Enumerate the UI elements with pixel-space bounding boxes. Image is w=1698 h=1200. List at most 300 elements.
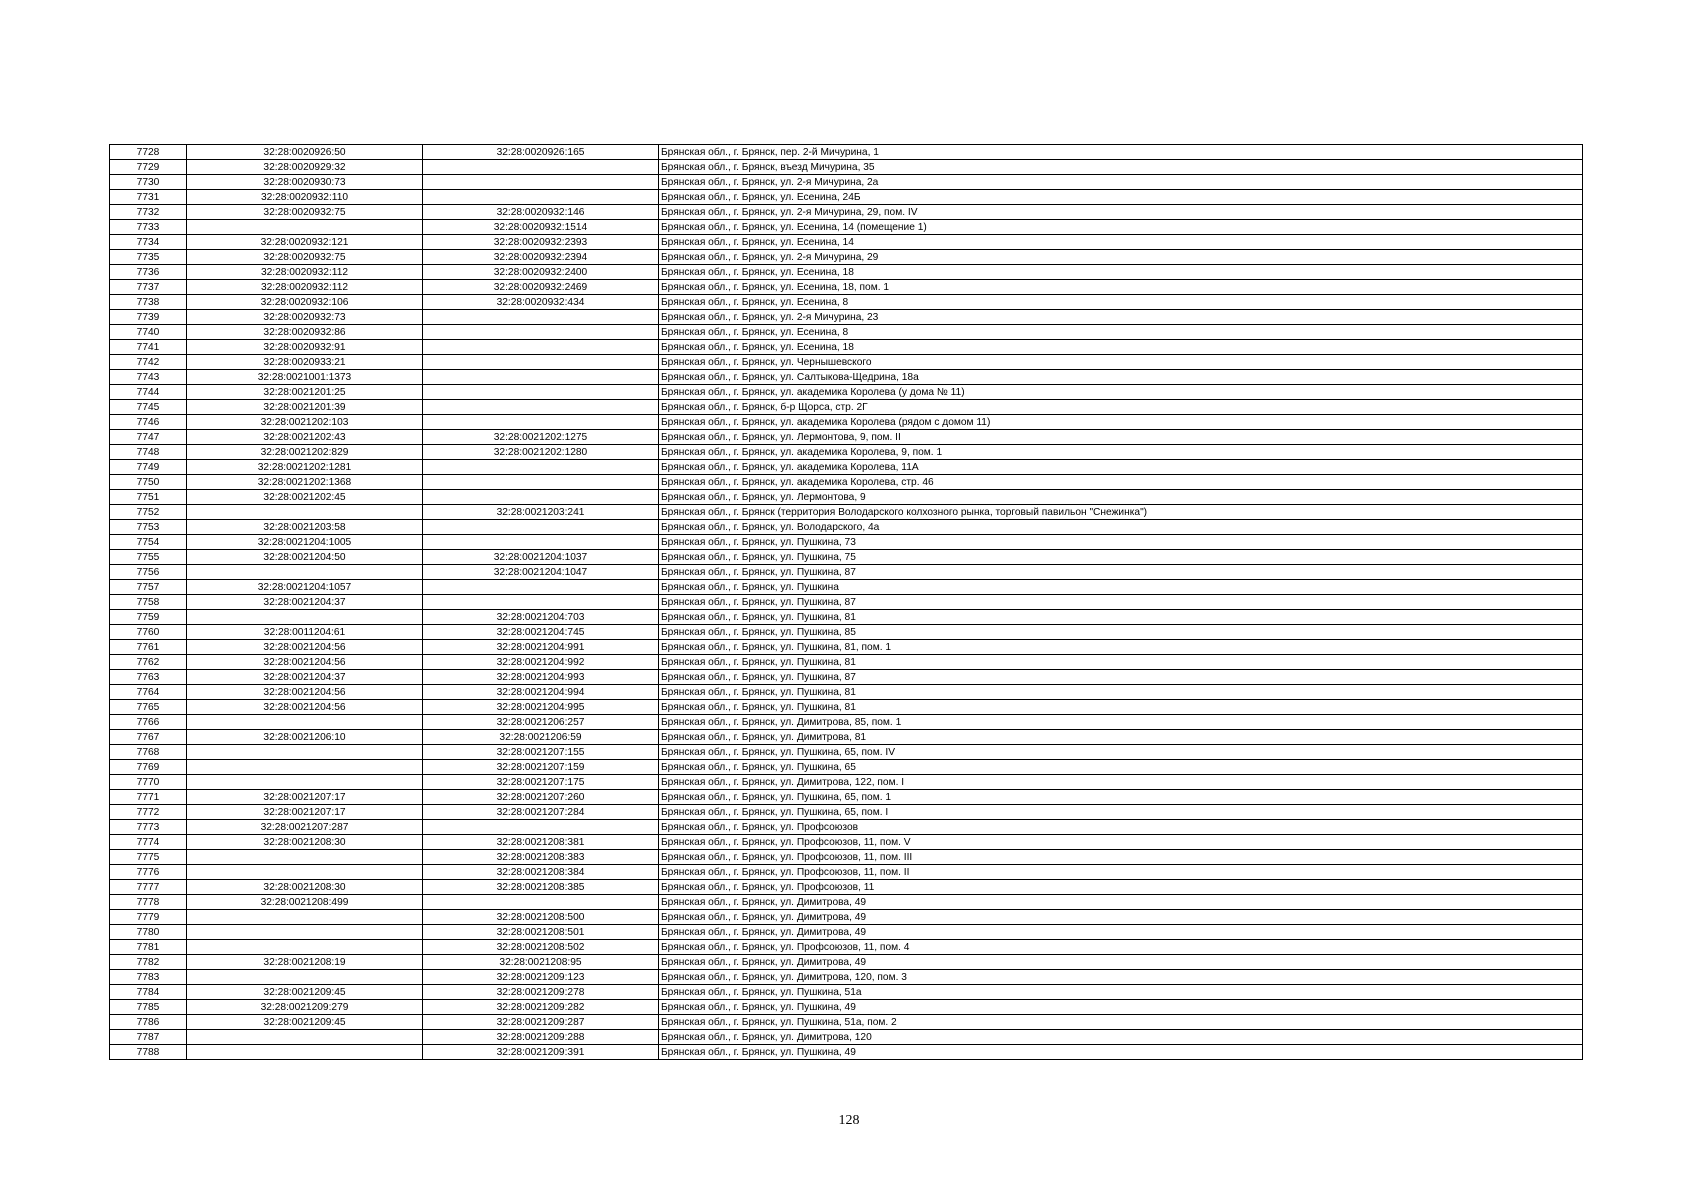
table-row: [110, 745, 1583, 760]
address-cell: Брянская обл., г. Брянск, ул. Пушкина, 87: [659, 595, 1583, 610]
table-row: [110, 160, 1583, 175]
address-cell: Брянская обл., г. Брянск, ул. Пушкина, 73: [659, 535, 1583, 550]
land-parcel-cadastral-cell: 32:28:0020933:21: [187, 355, 423, 370]
table-row: [110, 370, 1583, 385]
object-cadastral-cell: [423, 415, 659, 430]
land-parcel-cadastral-cell: 32:28:0021207:17: [187, 805, 423, 820]
row-number-cell: 7740: [110, 325, 187, 340]
table-row: [110, 970, 1583, 985]
object-cadastral-cell: [423, 340, 659, 355]
row-number-cell: 7730: [110, 175, 187, 190]
object-cadastral-cell: 32:28:0021204:991: [423, 640, 659, 655]
row-number-cell: 7776: [110, 865, 187, 880]
object-cadastral-cell: 32:28:0021204:1037: [423, 550, 659, 565]
land-parcel-cadastral-cell: 32:28:0020930:73: [187, 175, 423, 190]
row-number-cell: 7751: [110, 490, 187, 505]
table-row: [110, 295, 1583, 310]
land-parcel-cadastral-cell: 32:28:0021209:45: [187, 1015, 423, 1030]
object-cadastral-cell: 32:28:0021207:284: [423, 805, 659, 820]
address-cell: Брянская обл., г. Брянск, ул. Пушкина, 85: [659, 625, 1583, 640]
table-row: [110, 985, 1583, 1000]
address-cell: Брянская обл., г. Брянск, ул. Есенина, 18: [659, 265, 1583, 280]
table-row: [110, 190, 1583, 205]
land-parcel-cadastral-cell: 32:28:0021202:45: [187, 490, 423, 505]
row-number-cell: 7786: [110, 1015, 187, 1030]
row-number-cell: 7737: [110, 280, 187, 295]
table-row: [110, 460, 1583, 475]
object-cadastral-cell: [423, 400, 659, 415]
table-body: [110, 145, 1583, 1060]
table-row: [110, 265, 1583, 280]
address-cell: Брянская обл., г. Брянск, ул. Пушкина, 81, пом. 1: [659, 640, 1583, 655]
object-cadastral-cell: [423, 895, 659, 910]
address-cell: Брянская обл., г. Брянск, ул. Пушкина, 75: [659, 550, 1583, 565]
row-number-cell: 7780: [110, 925, 187, 940]
address-cell: Брянская обл., г. Брянск, ул. Лермонтова, 9: [659, 490, 1583, 505]
object-cadastral-cell: 32:28:0021209:391: [423, 1045, 659, 1060]
row-number-cell: 7739: [110, 310, 187, 325]
land-parcel-cadastral-cell: [187, 1045, 423, 1060]
address-cell: Брянская обл., г. Брянск, ул. Профсоюзов, 11, пом. V: [659, 835, 1583, 850]
address-cell: Брянская обл., г. Брянск, ул. 2-я Мичурина, 29: [659, 250, 1583, 265]
table-row: [110, 1045, 1583, 1060]
row-number-cell: 7753: [110, 520, 187, 535]
object-cadastral-cell: 32:28:0020932:2400: [423, 265, 659, 280]
table-row: [110, 625, 1583, 640]
table-row: [110, 1000, 1583, 1015]
land-parcel-cadastral-cell: 32:28:0021208:30: [187, 880, 423, 895]
table-row: [110, 430, 1583, 445]
land-parcel-cadastral-cell: 32:28:0020932:73: [187, 310, 423, 325]
object-cadastral-cell: 32:28:0021204:1047: [423, 565, 659, 580]
object-cadastral-cell: 32:28:0021202:1280: [423, 445, 659, 460]
address-cell: Брянская обл., г. Брянск, ул. Есенина, 14: [659, 235, 1583, 250]
land-parcel-cadastral-cell: 32:28:0020929:32: [187, 160, 423, 175]
table-row: [110, 205, 1583, 220]
object-cadastral-cell: 32:28:0021209:123: [423, 970, 659, 985]
object-cadastral-cell: [423, 385, 659, 400]
address-cell: Брянская обл., г. Брянск, ул. Димитрова, 49: [659, 910, 1583, 925]
row-number-cell: 7749: [110, 460, 187, 475]
land-parcel-cadastral-cell: 32:28:0021204:37: [187, 670, 423, 685]
address-cell: Брянская обл., г. Брянск, ул. Есенина, 18, пом. 1: [659, 280, 1583, 295]
address-cell: Брянская обл., г. Брянск, б-р Щорса, стр. 2Г: [659, 400, 1583, 415]
object-cadastral-cell: 32:28:0021208:381: [423, 835, 659, 850]
land-parcel-cadastral-cell: 32:28:0021201:39: [187, 400, 423, 415]
address-cell: Брянская обл., г. Брянск, ул. Пушкина, 81: [659, 685, 1583, 700]
table-row: [110, 310, 1583, 325]
land-parcel-cadastral-cell: 32:28:0021206:10: [187, 730, 423, 745]
land-parcel-cadastral-cell: 32:28:0020932:106: [187, 295, 423, 310]
land-parcel-cadastral-cell: 32:28:0020932:112: [187, 280, 423, 295]
object-cadastral-cell: 32:28:0021204:703: [423, 610, 659, 625]
table-row: [110, 355, 1583, 370]
land-parcel-cadastral-cell: [187, 760, 423, 775]
row-number-cell: 7768: [110, 745, 187, 760]
address-cell: Брянская обл., г. Брянск, ул. Димитрова, 122, пом. I: [659, 775, 1583, 790]
land-parcel-cadastral-cell: 32:28:0020932:121: [187, 235, 423, 250]
row-number-cell: 7764: [110, 685, 187, 700]
table-row: [110, 595, 1583, 610]
object-cadastral-cell: [423, 475, 659, 490]
address-cell: Брянская обл., г. Брянск, ул. Димитрова, 81: [659, 730, 1583, 745]
land-parcel-cadastral-cell: 32:28:0021207:17: [187, 790, 423, 805]
table-row: [110, 175, 1583, 190]
object-cadastral-cell: 32:28:0021203:241: [423, 505, 659, 520]
row-number-cell: 7765: [110, 700, 187, 715]
land-parcel-cadastral-cell: 32:28:0021202:1368: [187, 475, 423, 490]
address-cell: Брянская обл., г. Брянск, ул. академика Королева, 11А: [659, 460, 1583, 475]
object-cadastral-cell: 32:28:0020932:2394: [423, 250, 659, 265]
land-parcel-cadastral-cell: 32:28:0021209:279: [187, 1000, 423, 1015]
land-parcel-cadastral-cell: 32:28:0021201:25: [187, 385, 423, 400]
row-number-cell: 7734: [110, 235, 187, 250]
row-number-cell: 7759: [110, 610, 187, 625]
object-cadastral-cell: [423, 580, 659, 595]
address-cell: Брянская обл., г. Брянск, ул. Димитрова, 49: [659, 925, 1583, 940]
object-cadastral-cell: 32:28:0021207:260: [423, 790, 659, 805]
object-cadastral-cell: 32:28:0021204:994: [423, 685, 659, 700]
row-number-cell: 7777: [110, 880, 187, 895]
land-parcel-cadastral-cell: [187, 850, 423, 865]
table-row: [110, 280, 1583, 295]
address-cell: Брянская обл., г. Брянск, ул. Профсоюзов, 11, пом. II: [659, 865, 1583, 880]
address-cell: Брянская обл., г. Брянск, ул. Володарского, 4а: [659, 520, 1583, 535]
object-cadastral-cell: 32:28:0021206:257: [423, 715, 659, 730]
row-number-cell: 7762: [110, 655, 187, 670]
object-cadastral-cell: 32:28:0021202:1275: [423, 430, 659, 445]
address-cell: Брянская обл., г. Брянск, ул. Пушкина, 65, пом. IV: [659, 745, 1583, 760]
land-parcel-cadastral-cell: 32:28:0021209:45: [187, 985, 423, 1000]
address-cell: Брянская обл., г. Брянск, ул. Пушкина, 87: [659, 565, 1583, 580]
address-cell: Брянская обл., г. Брянск, ул. Есенина, 8: [659, 325, 1583, 340]
object-cadastral-cell: 32:28:0020932:434: [423, 295, 659, 310]
row-number-cell: 7755: [110, 550, 187, 565]
table-row: [110, 640, 1583, 655]
row-number-cell: 7735: [110, 250, 187, 265]
object-cadastral-cell: 32:28:0020932:1514: [423, 220, 659, 235]
row-number-cell: 7746: [110, 415, 187, 430]
row-number-cell: 7784: [110, 985, 187, 1000]
row-number-cell: 7741: [110, 340, 187, 355]
object-cadastral-cell: 32:28:0020926:165: [423, 145, 659, 160]
row-number-cell: 7760: [110, 625, 187, 640]
address-cell: Брянская обл., г. Брянск, ул. Пушкина: [659, 580, 1583, 595]
address-cell: Брянская обл., г. Брянск, ул. Пушкина, 81: [659, 655, 1583, 670]
object-cadastral-cell: 32:28:0021207:175: [423, 775, 659, 790]
table-row: [110, 655, 1583, 670]
registry-table: [109, 144, 1583, 1060]
address-cell: Брянская обл., г. Брянск, ул. академика Королева (рядом с домом 11): [659, 415, 1583, 430]
land-parcel-cadastral-cell: 32:28:0020932:110: [187, 190, 423, 205]
row-number-cell: 7763: [110, 670, 187, 685]
page-number: 128: [838, 1113, 860, 1128]
table-row: [110, 250, 1583, 265]
object-cadastral-cell: [423, 370, 659, 385]
address-cell: Брянская обл., г. Брянск, ул. 2-я Мичурина, 2а: [659, 175, 1583, 190]
address-cell: Брянская обл., г. Брянск, ул. Есенина, 8: [659, 295, 1583, 310]
land-parcel-cadastral-cell: 32:28:0021203:58: [187, 520, 423, 535]
address-cell: Брянская обл., г. Брянск, ул. академика Королева, стр. 46: [659, 475, 1583, 490]
land-parcel-cadastral-cell: 32:28:0011204:61: [187, 625, 423, 640]
object-cadastral-cell: [423, 160, 659, 175]
table-row: [110, 700, 1583, 715]
land-parcel-cadastral-cell: 32:28:0021202:103: [187, 415, 423, 430]
table-row: [110, 955, 1583, 970]
land-parcel-cadastral-cell: [187, 970, 423, 985]
land-parcel-cadastral-cell: [187, 565, 423, 580]
address-cell: Брянская обл., г. Брянск, ул. Пушкина, 51а, пом. 2: [659, 1015, 1583, 1030]
row-number-cell: 7778: [110, 895, 187, 910]
table-row: [110, 940, 1583, 955]
row-number-cell: 7756: [110, 565, 187, 580]
land-parcel-cadastral-cell: 32:28:0021204:56: [187, 655, 423, 670]
row-number-cell: 7788: [110, 1045, 187, 1060]
table-row: [110, 835, 1583, 850]
table-row: [110, 400, 1583, 415]
row-number-cell: 7743: [110, 370, 187, 385]
land-parcel-cadastral-cell: [187, 865, 423, 880]
row-number-cell: 7747: [110, 430, 187, 445]
row-number-cell: 7769: [110, 760, 187, 775]
table-row: [110, 790, 1583, 805]
table-row: [110, 445, 1583, 460]
object-cadastral-cell: [423, 325, 659, 340]
land-parcel-cadastral-cell: 32:28:0021202:1281: [187, 460, 423, 475]
table-row: [110, 925, 1583, 940]
object-cadastral-cell: 32:28:0021204:992: [423, 655, 659, 670]
object-cadastral-cell: 32:28:0021204:995: [423, 700, 659, 715]
object-cadastral-cell: 32:28:0020932:2393: [423, 235, 659, 250]
address-cell: Брянская обл., г. Брянск, ул. Профсоюзов, 11, пом. 4: [659, 940, 1583, 955]
address-cell: Брянская обл., г. Брянск, ул. Профсоюзов, 11: [659, 880, 1583, 895]
table-row: [110, 775, 1583, 790]
table-row: [110, 760, 1583, 775]
row-number-cell: 7779: [110, 910, 187, 925]
row-number-cell: 7754: [110, 535, 187, 550]
land-parcel-cadastral-cell: 32:28:0021001:1373: [187, 370, 423, 385]
table-row: [110, 1015, 1583, 1030]
object-cadastral-cell: [423, 460, 659, 475]
object-cadastral-cell: 32:28:0021204:993: [423, 670, 659, 685]
row-number-cell: 7781: [110, 940, 187, 955]
table-row: [110, 490, 1583, 505]
row-number-cell: 7761: [110, 640, 187, 655]
object-cadastral-cell: 32:28:0021208:385: [423, 880, 659, 895]
table-row: [110, 550, 1583, 565]
address-cell: Брянская обл., г. Брянск, ул. академика Королева (у дома № 11): [659, 385, 1583, 400]
address-cell: Брянская обл., г. Брянск, ул. Салтыкова-Щедрина, 18а: [659, 370, 1583, 385]
address-cell: Брянская обл., г. Брянск, ул. Пушкина, 49: [659, 1045, 1583, 1060]
object-cadastral-cell: [423, 820, 659, 835]
row-number-cell: 7744: [110, 385, 187, 400]
address-cell: Брянская обл., г. Брянск, ул. Пушкина, 65: [659, 760, 1583, 775]
object-cadastral-cell: 32:28:0021208:383: [423, 850, 659, 865]
land-parcel-cadastral-cell: 32:28:0021204:56: [187, 685, 423, 700]
row-number-cell: 7736: [110, 265, 187, 280]
object-cadastral-cell: 32:28:0021208:502: [423, 940, 659, 955]
object-cadastral-cell: 32:28:0021208:500: [423, 910, 659, 925]
object-cadastral-cell: 32:28:0021208:95: [423, 955, 659, 970]
land-parcel-cadastral-cell: 32:28:0021204:1057: [187, 580, 423, 595]
row-number-cell: 7770: [110, 775, 187, 790]
row-number-cell: 7733: [110, 220, 187, 235]
row-number-cell: 7782: [110, 955, 187, 970]
address-cell: Брянская обл., г. Брянск, ул. Пушкина, 65, пом. 1: [659, 790, 1583, 805]
table-row: [110, 565, 1583, 580]
object-cadastral-cell: [423, 535, 659, 550]
land-parcel-cadastral-cell: 32:28:0021208:30: [187, 835, 423, 850]
row-number-cell: 7742: [110, 355, 187, 370]
table-row: [110, 865, 1583, 880]
table-row: [110, 1030, 1583, 1045]
table-row: [110, 895, 1583, 910]
table-row: [110, 325, 1583, 340]
land-parcel-cadastral-cell: [187, 715, 423, 730]
address-cell: Брянская обл., г. Брянск, ул. Пушкина, 81: [659, 700, 1583, 715]
row-number-cell: 7750: [110, 475, 187, 490]
address-cell: Брянская обл., г. Брянск, ул. Димитрова, 49: [659, 955, 1583, 970]
land-parcel-cadastral-cell: 32:28:0020932:75: [187, 205, 423, 220]
table-row: [110, 850, 1583, 865]
object-cadastral-cell: [423, 520, 659, 535]
row-number-cell: 7787: [110, 1030, 187, 1045]
land-parcel-cadastral-cell: 32:28:0021204:50: [187, 550, 423, 565]
table-row: [110, 670, 1583, 685]
table-row: [110, 820, 1583, 835]
object-cadastral-cell: 32:28:0021209:282: [423, 1000, 659, 1015]
land-parcel-cadastral-cell: 32:28:0021208:19: [187, 955, 423, 970]
land-parcel-cadastral-cell: 32:28:0020932:75: [187, 250, 423, 265]
address-cell: Брянская обл., г. Брянск, ул. Пушкина, 81: [659, 610, 1583, 625]
object-cadastral-cell: 32:28:0021207:155: [423, 745, 659, 760]
object-cadastral-cell: 32:28:0021208:384: [423, 865, 659, 880]
address-cell: Брянская обл., г. Брянск, ул. Димитрова, 85, пом. 1: [659, 715, 1583, 730]
table-row: [110, 475, 1583, 490]
address-cell: Брянская обл., г. Брянск (территория Володарского колхозного рынка, торговый павильон "Снежинка"): [659, 505, 1583, 520]
row-number-cell: 7728: [110, 145, 187, 160]
table-row: [110, 910, 1583, 925]
address-cell: Брянская обл., г. Брянск, ул. академика Королева, 9, пом. 1: [659, 445, 1583, 460]
address-cell: Брянская обл., г. Брянск, ул. Пушкина, 49: [659, 1000, 1583, 1015]
land-parcel-cadastral-cell: [187, 910, 423, 925]
address-cell: Брянская обл., г. Брянск, ул. 2-я Мичурина, 23: [659, 310, 1583, 325]
row-number-cell: 7748: [110, 445, 187, 460]
land-parcel-cadastral-cell: 32:28:0021207:287: [187, 820, 423, 835]
object-cadastral-cell: [423, 190, 659, 205]
row-number-cell: 7758: [110, 595, 187, 610]
table-row: [110, 385, 1583, 400]
object-cadastral-cell: 32:28:0021206:59: [423, 730, 659, 745]
table-row: [110, 685, 1583, 700]
row-number-cell: 7752: [110, 505, 187, 520]
land-parcel-cadastral-cell: [187, 1030, 423, 1045]
land-parcel-cadastral-cell: 32:28:0021204:37: [187, 595, 423, 610]
address-cell: Брянская обл., г. Брянск, ул. Есенина, 14 (помещение 1): [659, 220, 1583, 235]
land-parcel-cadastral-cell: 32:28:0021208:499: [187, 895, 423, 910]
table-row: [110, 340, 1583, 355]
object-cadastral-cell: [423, 595, 659, 610]
object-cadastral-cell: [423, 310, 659, 325]
land-parcel-cadastral-cell: [187, 940, 423, 955]
table-row: [110, 505, 1583, 520]
address-cell: Брянская обл., г. Брянск, ул. Есенина, 24Б: [659, 190, 1583, 205]
row-number-cell: 7738: [110, 295, 187, 310]
object-cadastral-cell: 32:28:0020932:146: [423, 205, 659, 220]
object-cadastral-cell: [423, 175, 659, 190]
row-number-cell: 7757: [110, 580, 187, 595]
object-cadastral-cell: [423, 355, 659, 370]
object-cadastral-cell: 32:28:0021209:287: [423, 1015, 659, 1030]
address-cell: Брянская обл., г. Брянск, ул. Пушкина, 51а: [659, 985, 1583, 1000]
land-parcel-cadastral-cell: 32:28:0021202:43: [187, 430, 423, 445]
land-parcel-cadastral-cell: [187, 610, 423, 625]
land-parcel-cadastral-cell: 32:28:0020926:50: [187, 145, 423, 160]
table-row: [110, 415, 1583, 430]
address-cell: Брянская обл., г. Брянск, пер. 2-й Мичурина, 1: [659, 145, 1583, 160]
object-cadastral-cell: 32:28:0021207:159: [423, 760, 659, 775]
row-number-cell: 7729: [110, 160, 187, 175]
row-number-cell: 7745: [110, 400, 187, 415]
address-cell: Брянская обл., г. Брянск, ул. Димитрова, 120, пом. 3: [659, 970, 1583, 985]
land-parcel-cadastral-cell: 32:28:0020932:112: [187, 265, 423, 280]
table-row: [110, 535, 1583, 550]
land-parcel-cadastral-cell: [187, 220, 423, 235]
row-number-cell: 7773: [110, 820, 187, 835]
row-number-cell: 7771: [110, 790, 187, 805]
land-parcel-cadastral-cell: 32:28:0021204:56: [187, 640, 423, 655]
object-cadastral-cell: 32:28:0021208:501: [423, 925, 659, 940]
row-number-cell: 7774: [110, 835, 187, 850]
table-row: [110, 880, 1583, 895]
object-cadastral-cell: 32:28:0021204:745: [423, 625, 659, 640]
table-row: [110, 145, 1583, 160]
address-cell: Брянская обл., г. Брянск, ул. 2-я Мичурина, 29, пом. IV: [659, 205, 1583, 220]
address-cell: Брянская обл., г. Брянск, ул. Чернышевского: [659, 355, 1583, 370]
row-number-cell: 7775: [110, 850, 187, 865]
address-cell: Брянская обл., г. Брянск, ул. Пушкина, 65, пом. I: [659, 805, 1583, 820]
address-cell: Брянская обл., г. Брянск, ул. Есенина, 18: [659, 340, 1583, 355]
address-cell: Брянская обл., г. Брянск, ул. Димитрова, 120: [659, 1030, 1583, 1045]
object-cadastral-cell: [423, 490, 659, 505]
table-row: [110, 220, 1583, 235]
land-parcel-cadastral-cell: [187, 505, 423, 520]
land-parcel-cadastral-cell: [187, 775, 423, 790]
table-row: [110, 520, 1583, 535]
land-parcel-cadastral-cell: 32:28:0021204:1005: [187, 535, 423, 550]
table-row: [110, 235, 1583, 250]
object-cadastral-cell: 32:28:0021209:278: [423, 985, 659, 1000]
table-row: [110, 580, 1583, 595]
table-row: [110, 610, 1583, 625]
land-parcel-cadastral-cell: [187, 745, 423, 760]
address-cell: Брянская обл., г. Брянск, ул. Лермонтова, 9, пом. II: [659, 430, 1583, 445]
land-parcel-cadastral-cell: 32:28:0020932:91: [187, 340, 423, 355]
land-parcel-cadastral-cell: 32:28:0020932:86: [187, 325, 423, 340]
row-number-cell: 7731: [110, 190, 187, 205]
row-number-cell: 7732: [110, 205, 187, 220]
address-cell: Брянская обл., г. Брянск, ул. Пушкина, 87: [659, 670, 1583, 685]
row-number-cell: 7783: [110, 970, 187, 985]
row-number-cell: 7785: [110, 1000, 187, 1015]
row-number-cell: 7767: [110, 730, 187, 745]
address-cell: Брянская обл., г. Брянск, ул. Профсоюзов: [659, 820, 1583, 835]
table-row: [110, 730, 1583, 745]
address-cell: Брянская обл., г. Брянск, ул. Профсоюзов, 11, пом. III: [659, 850, 1583, 865]
address-cell: Брянская обл., г. Брянск, въезд Мичурина, 35: [659, 160, 1583, 175]
land-parcel-cadastral-cell: [187, 925, 423, 940]
row-number-cell: 7772: [110, 805, 187, 820]
